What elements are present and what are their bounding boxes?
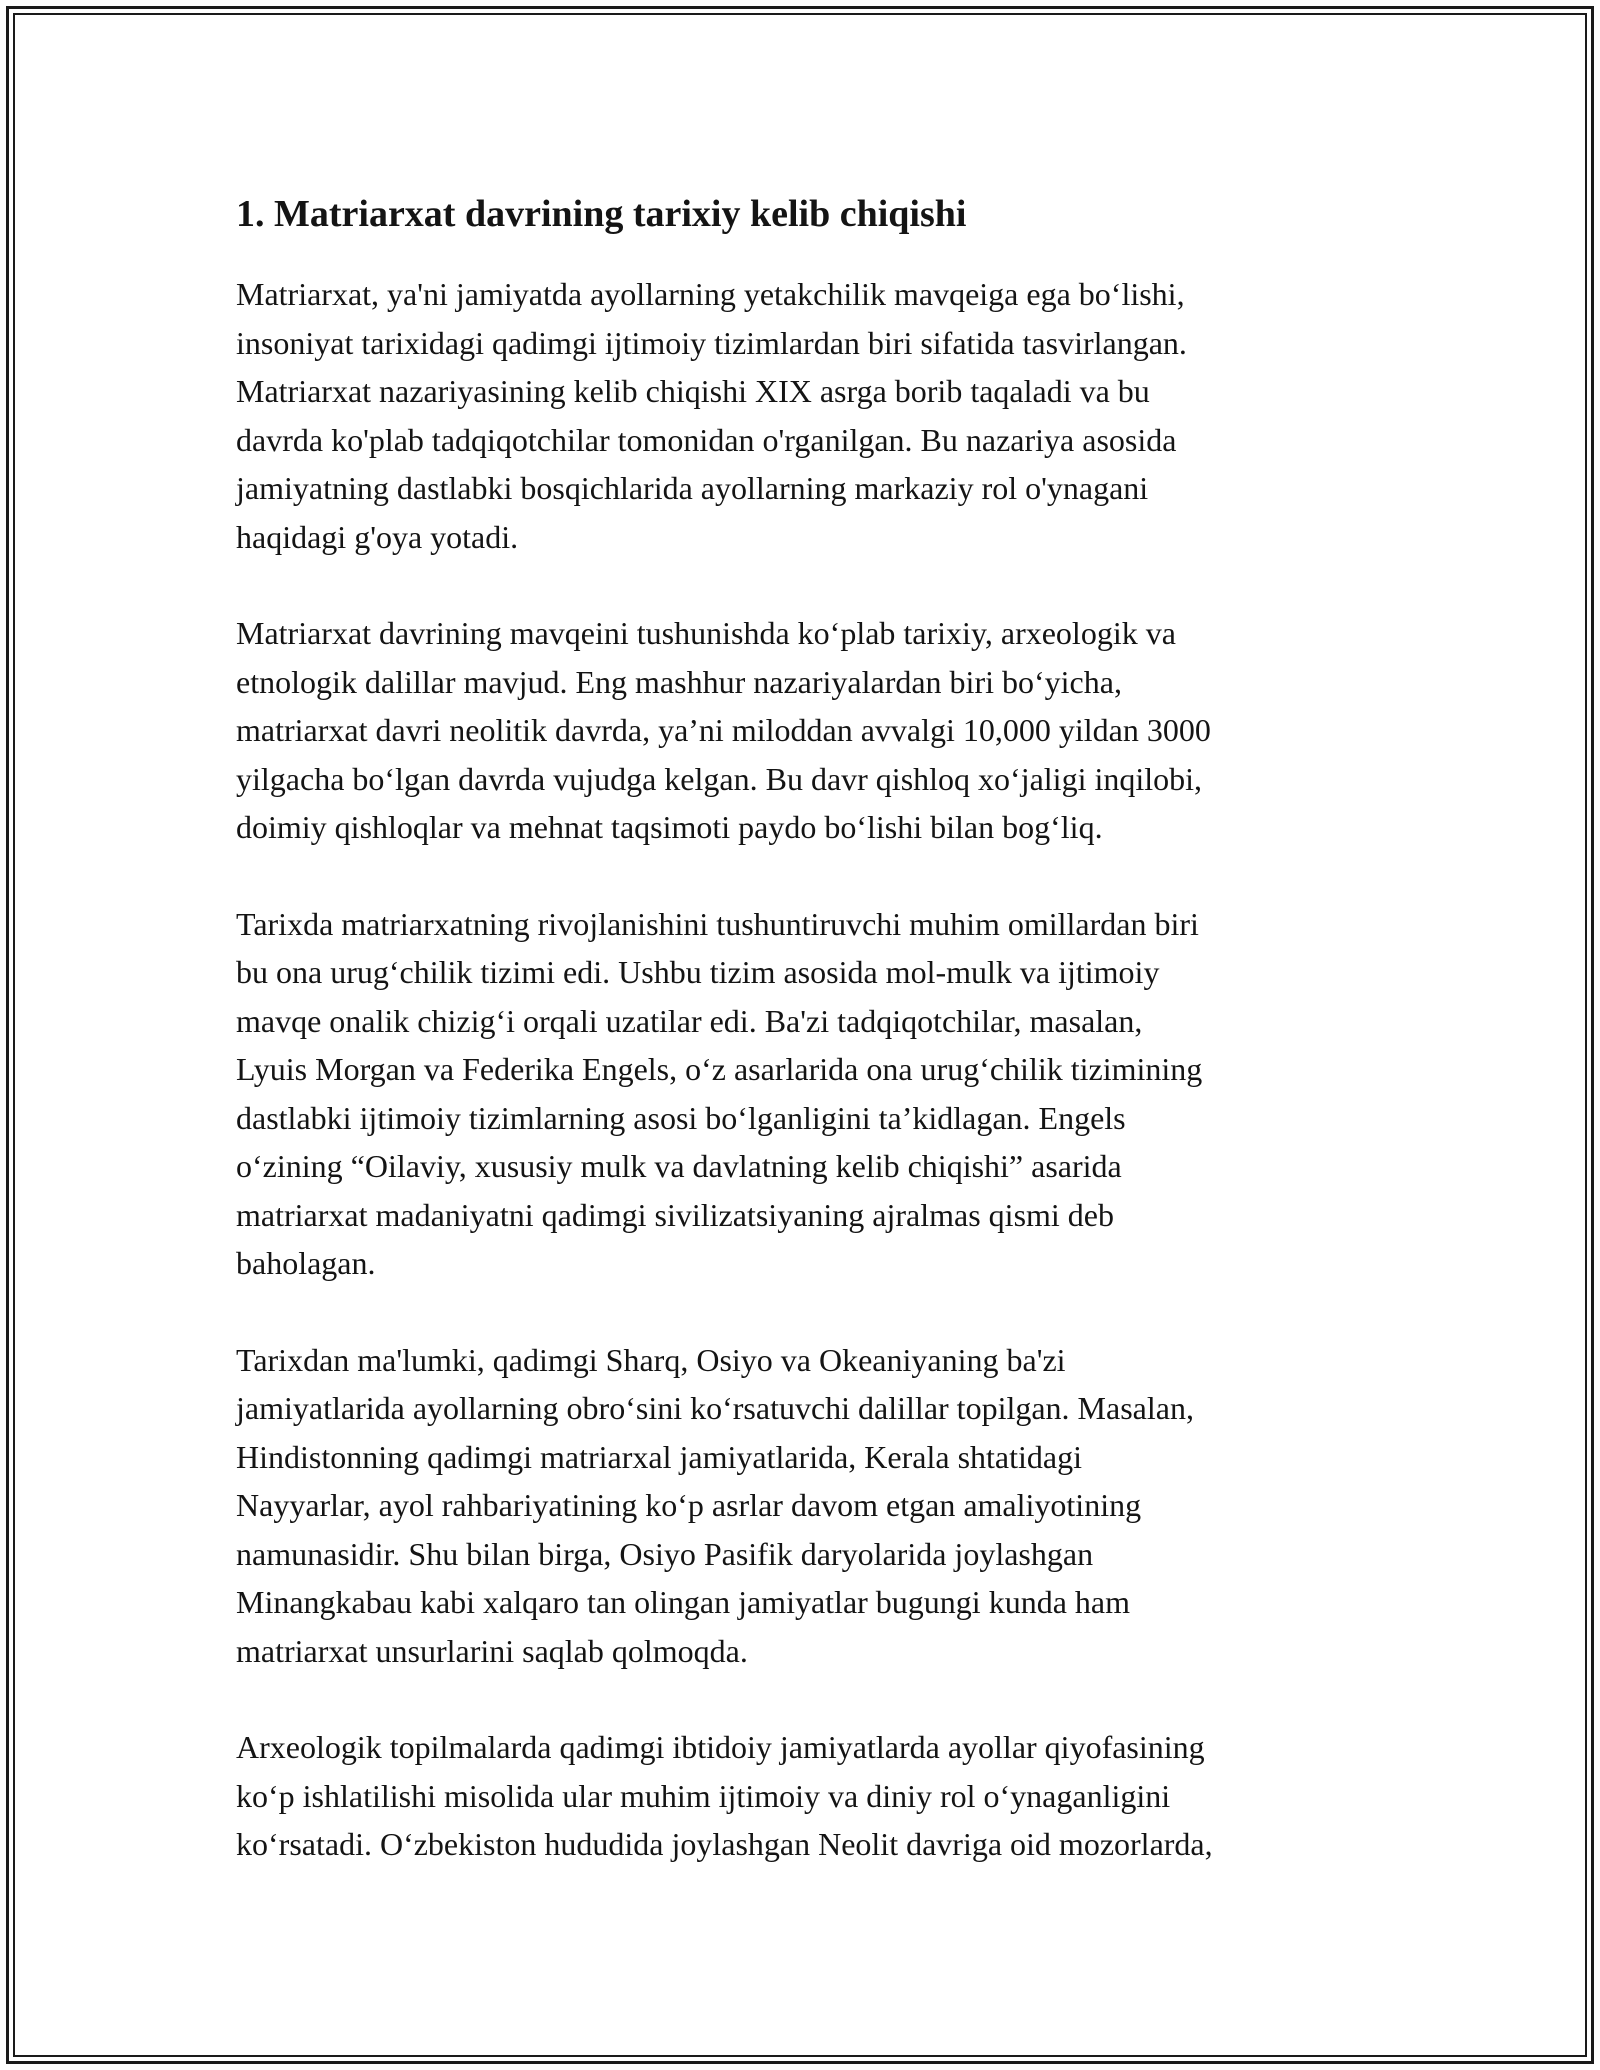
paragraph-3: Tarixda matriarxatning rivojlanishini tushuntiruvchi muhim omillardan biri bu ona urug‘chilik tizimi edi. Ushbu tizim asosida mol-mulk va ijtimoiy mavqe onalik chizig‘i orqali uzatilar edi. Ba'zi tadqiqotchilar, masalan, Lyuis Morgan va Federika Engels, o‘z asarlarida ona urug‘chilik tizimining dastlabki ijtimoiy tizimlarning asosi bo‘lganligini ta’kidlagan. Engels o‘zining “Oilaviy, xususiy mulk va davlatning kelib chiqishi” asarida matriarxat madaniyatni qadimgi sivilizatsiyaning ajralmas qismi deb baholagan.	[236, 905, 1203, 1281]
paragraph-5: Arxeologik topilmalarda qadimgi ibtidoiy jamiyatlarda ayollar qiyofasining ko‘p ishlatilishi misolida ular muhim ijtimoiy va diniy rol o‘ynaganligini ko‘rsatadi. O‘zbekiston hududida joylashgan Neolit davriga oid mozorlarda,	[236, 1729, 1213, 1862]
paragraph-2: Matriarxat davrining mavqeini tushunishda ko‘plab tarixiy, arxeologik va etnologik dalillar mavjud. Eng mashhur nazariyalardan biri bo‘yicha, matriarxat davri neolitik davrda, ya’ni miloddan avvalgi 10,000 yildan 3000 yilgacha bo‘lgan davrda vujudga kelgan. Bu davr qishloq xo‘jaligi inqilobi, doimiy qishloqlar va mehnat taqsimoti paydo bo‘lishi bilan bog‘liq.	[236, 615, 1211, 845]
paragraph-1: Matriarxat, ya'ni jamiyatda ayollarning yetakchilik mavqeiga ega bo‘lishi, insoniyat tarixidagi qadimgi ijtimoiy tizimlardan biri sifatida tasvirlangan. Matriarxat nazariyasining kelib chiqishi XIX asrga borib taqaladi va bu davrda ko'plab tadqiqotchilar tomonidan o'rganilgan. Bu nazariya asosida jamiyatning dastlabki bosqichlarida ayollarning markaziy rol o'ynagani haqidagi g'oya yotadi.	[236, 276, 1187, 555]
paragraph-4: Tarixdan ma'lumki, qadimgi Sharq, Osiyo va Okeaniyaning ba'zi jamiyatlarida ayollarning obro‘sini ko‘rsatuvchi dalillar topilgan. Masalan, Hindistonning qadimgi matriarxal jamiyatlarida, Kerala shtatidagi Nayyarlar, ayol rahbariyatining ko‘p asrlar davom etgan amaliyotining namunasidir. Shu bilan birga, Osiyo Pasifik daryolarida joylashgan Minangkabau kabi xalqaro tan olingan jamiyatlar bugungi kunda ham matriarxat unsurlarini saqlab qolmoqda.	[236, 1341, 1194, 1669]
document-page	[236, 186, 1366, 1917]
section-heading: 1. Matriarxat davrining tarixiy kelib chiqishi	[236, 193, 967, 235]
